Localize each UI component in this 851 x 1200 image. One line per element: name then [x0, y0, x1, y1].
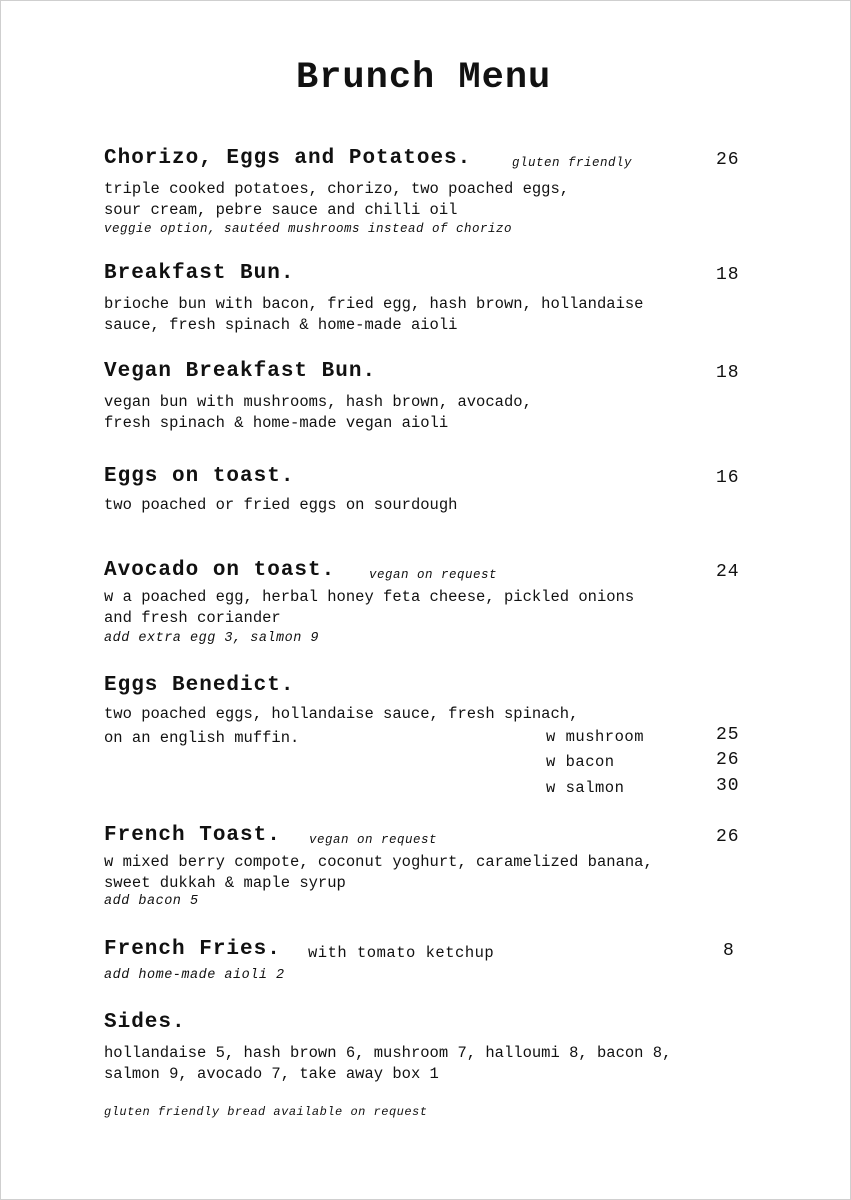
- menu-title: Brunch Menu: [296, 57, 552, 99]
- item-name: French Toast.: [104, 824, 281, 847]
- item-tag: gluten friendly: [512, 156, 633, 170]
- item-price: 24: [716, 562, 740, 582]
- item-price: 18: [716, 265, 740, 285]
- item-name: Sides.: [104, 1011, 186, 1034]
- footer-note: gluten friendly bread available on request: [104, 1105, 428, 1119]
- item-note: veggie option, sautéed mushrooms instead of chorizo: [104, 222, 513, 236]
- option-price: 25: [716, 725, 740, 745]
- item-description: two poached eggs, hollandaise sauce, fresh spinach, on an english muffin.: [104, 705, 579, 747]
- item-name: Eggs on toast.: [104, 465, 295, 488]
- item-tag: vegan on request: [309, 833, 438, 847]
- item-description: w a poached egg, herbal honey feta cheese, pickled onions and fresh coriander: [104, 588, 635, 627]
- item-description: brioche bun with bacon, fried egg, hash brown, hollandaise sauce, fresh spinach & home-made aioli: [104, 295, 644, 334]
- option-price: 26: [716, 750, 740, 770]
- item-note: add home-made aioli 2: [104, 968, 285, 983]
- item-note: add bacon 5: [104, 894, 199, 909]
- item-price: 18: [716, 363, 740, 383]
- item-description: two poached or fried eggs on sourdough: [104, 496, 458, 514]
- item-description: triple cooked potatoes, chorizo, two poached eggs, sour cream, pebre sauce and chilli oil: [104, 180, 570, 219]
- item-price: 26: [716, 150, 740, 170]
- item-price: 26: [716, 827, 740, 847]
- item-tag: vegan on request: [369, 568, 498, 582]
- item-name: Chorizo, Eggs and Potatoes.: [104, 147, 472, 170]
- item-name: French Fries.: [104, 938, 281, 961]
- option-label: w salmon: [546, 779, 625, 797]
- item-name: Vegan Breakfast Bun.: [104, 360, 377, 383]
- item-name: Eggs Benedict.: [104, 674, 295, 697]
- option-price: 30: [716, 776, 740, 796]
- item-price: 16: [716, 468, 740, 488]
- option-label: w mushroom: [546, 728, 645, 746]
- item-name: Breakfast Bun.: [104, 262, 295, 285]
- item-note: add extra egg 3, salmon 9: [104, 631, 320, 646]
- item-price: 8: [723, 941, 735, 961]
- item-description: vegan bun with mushrooms, hash brown, avocado, fresh spinach & home-made vegan aioli: [104, 393, 532, 432]
- item-description: w mixed berry compote, coconut yoghurt, caramelized banana, sweet dukkah & maple syrup: [104, 853, 653, 892]
- item-name: Avocado on toast.: [104, 559, 336, 582]
- option-label: w bacon: [546, 753, 615, 771]
- item-description: hollandaise 5, hash brown 6, mushroom 7, halloumi 8, bacon 8, salmon 9, avocado 7, take away box 1: [104, 1044, 672, 1083]
- item-suffix: with tomato ketchup: [308, 944, 495, 962]
